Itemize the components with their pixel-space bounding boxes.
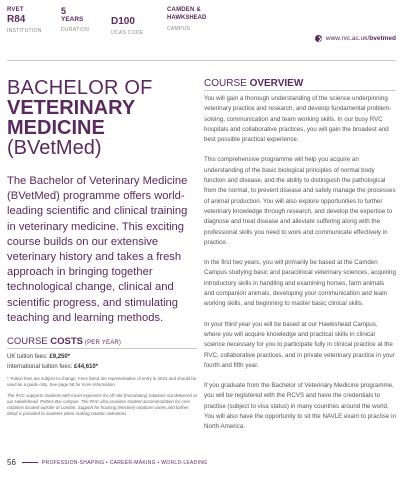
course-facts-bar [7, 7, 396, 61]
page-number: 56 [7, 458, 16, 467]
costs-heading-year: (PER YEAR) [83, 340, 122, 347]
title-line-2: VETERINARY MEDICINE [7, 97, 135, 139]
overview-paragraph: If you graduate from the Bachelor of Veterinary Medicine programme, you will be registered with the RCVS and have the credentials to practise (subject to visa status) in many countries around the world. You will also have the opportunity to sit the NAVLE exam to practise in North America. [204, 382, 396, 431]
fact-small: RVET [7, 7, 24, 13]
page-footer [7, 458, 396, 467]
uk-fee [7, 352, 197, 362]
fact-value: YEARS [61, 16, 84, 23]
rotation-note: The RVC supports students with travel expenses for off-site (mandatory) rotations not delivered at our Hawkshead, Potters Bar campus. The RVC also provides student accommodation for core rotations located outside of London. Support for housing (elective) rotations varies and further detail is provided to students when making rotation selections. [7, 393, 197, 417]
costs-heading-bold: COSTS [50, 336, 84, 348]
right-column [204, 78, 396, 443]
fact-value: HAWKSHEAD [167, 15, 207, 21]
intl-fee-value: £44,610* [74, 364, 99, 371]
fact-value: R84 [7, 14, 26, 25]
fact-small: CAMDEN & [167, 7, 201, 13]
uk-fee-value: £9,250* [49, 354, 71, 361]
fact-small: 5 [61, 6, 67, 16]
overview-paragraph: This comprehensive programme will help you acquire an understanding of the basic biological principles of normal body function and disease, and the ability to distinguish the pathological from the normal, to prevent disease and safely manage the processes of animal production. You will also explore opportunities to further veterinary knowledge through research, and develop the expertise to diagnose and treat disease and alleviate suffering along with the professional skills you need to work and communicate effectively in practice. [204, 156, 396, 246]
fact-duration [61, 7, 101, 36]
overview-heading-light: COURSE [204, 78, 250, 89]
footer-tagline: PROFESSION-SHAPING • CAREER-MAKING • WORLD-LEADING [41, 459, 208, 466]
costs-heading-light: COURSE [7, 336, 51, 348]
intro-text: The Bachelor of Veterinary Medicine (BVetMed) programme offers world-leading scientific and clinical training in veterinary medicine. This exciting course builds on our extensive veterinary history and takes a fresh approach in bringing together technological change, clinical and scientific progress, and stimulating teaching and learning methods. [7, 175, 188, 324]
overview-paragraph: You will gain a thorough understanding of the science underpinning veterinary practice and research, and develop fundamental problem-solving, communication and team working skills. In our busy RVC hospitals and collaborative practices, you will gain the broadest and best possible practical experience. [204, 95, 392, 144]
fact-campus [167, 7, 227, 36]
overview-heading-bold: OVERVIEW [249, 78, 304, 89]
intl-fee-label: International tuition fees: [7, 364, 75, 371]
fact-institution [7, 7, 51, 36]
fact-ucas-code [111, 7, 157, 36]
left-column [7, 78, 197, 417]
header-divider [7, 60, 396, 61]
fact-value: D100 [111, 16, 135, 27]
footer-rule [22, 462, 38, 463]
overview-paragraph: In the first two years, you will primarily be based at the Camden Campus studying basic and paraclinical veterinary sciences, acquiring introductory skills in handling and examining horses, farm animals and companion animals, developing your communication and team working skills, and beginning to master basic clinical skills. [204, 259, 396, 308]
fact-caption: INSTITUTION [7, 28, 42, 34]
title-line-3: (BVetMed) [7, 137, 102, 159]
arrow-circle-icon [315, 35, 322, 42]
fact-caption: UCAS CODE [111, 30, 144, 36]
title-line-1: BACHELOR OF [7, 77, 153, 99]
fact-caption: DURATION [61, 27, 90, 33]
overview-heading [204, 78, 396, 91]
uk-fee-label: UK tuition fees: [7, 354, 50, 361]
overview-paragraph: In your third year you will be based at our Hawkshead Campus, where you will acquire knowledge and practical skills in clinical science necessary for you to participate fully in clinical practice at the RVC, collaborative practices, and in private veterinary practice in your fourth and fifth year. [204, 320, 395, 369]
intl-fee [7, 362, 197, 372]
facts-row [7, 7, 237, 36]
website-path: bvetmed [369, 35, 396, 42]
fees-footnote: * Tuition fees are subject to change. Fees listed are representative of entry in 2024 and should be used as a guide only. See page 58 for more information. [7, 376, 197, 388]
website-link[interactable] [315, 35, 396, 42]
website-prefix: www.rvc.ac.uk/ [325, 35, 370, 42]
fact-caption: CAMPUS [167, 26, 191, 32]
costs-heading [7, 336, 197, 349]
course-title [7, 78, 197, 158]
